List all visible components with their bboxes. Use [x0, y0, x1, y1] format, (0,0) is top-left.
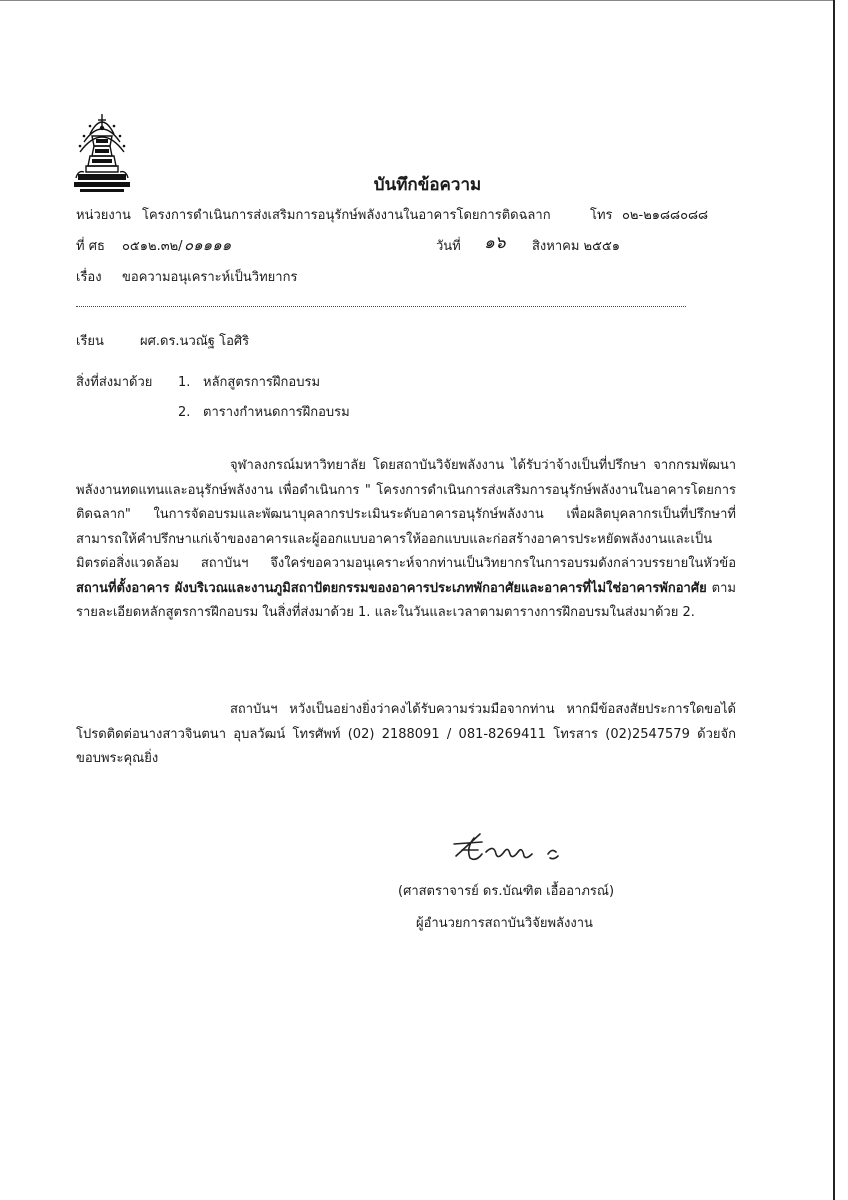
- date-rest: สิงหาคม ๒๕๕๑: [532, 239, 621, 254]
- body-para2: สถาบันฯ หวังเป็นอย่างยิ่งว่าคงได้รับความร่วมมือจากท่าน หากมีข้อสงสัยประการใดขอได้โปรดติดต่อนางสาวจินตนา อุบลวัฒน์ โทรศัพท์ (02) 2188091 / 081-8269411 โทรสาร (02)2547579 ด้วยจักขอบพระคุณยิ่ง: [76, 702, 736, 766]
- handwritten-signature: [452, 828, 572, 868]
- dept-label: หน่วยงาน: [76, 208, 131, 223]
- phone-label: โทร: [590, 208, 613, 223]
- body-para1-bold: สถานที่ตั้งอาคาร ผังบริเวณและงานภูมิสถาปัตยกรรมของอาคารประเภทพักอาศัยและอาคารที่ไม่ใช่อาคารพักอาศัย: [76, 580, 707, 596]
- enclosure-1-num: 1.: [178, 375, 191, 390]
- subject-label: เรื่อง: [76, 270, 102, 285]
- signatory-position: ผู้อำนวยการสถาบันวิจัยพลังงาน: [416, 916, 593, 931]
- body-paragraph-1: [76, 454, 736, 626]
- enclosure-2-num: 2.: [178, 405, 191, 420]
- salutation-name: ผศ.ดร.นวณัฐ โอศิริ: [140, 334, 250, 349]
- body-para1-b: ตามรายละเอียดหลักสูตรการฝึกอบรม ในสิ่งที่ส่งมาด้วย 1. และในวันและเวลาตามตารางการฝึกอบรมในส่งมาด้วย 2.: [76, 580, 736, 620]
- enclosures-label: สิ่งที่ส่งมาด้วย: [76, 375, 153, 390]
- enclosure-2-text: ตารางกำหนดการฝึกอบรม: [203, 405, 350, 420]
- date-day-handwritten: ๑๖: [484, 233, 506, 253]
- phone-value: ๐๒-๒๑๘๘๐๘๘: [622, 208, 709, 223]
- signatory-name: (ศาสตราจารย์ ดร.บัณฑิต เอื้ออาภรณ์): [398, 884, 615, 899]
- date-label: วันที่: [436, 239, 461, 254]
- salutation-label: เรียน: [76, 334, 104, 349]
- ref-handwritten: ๐๑๑๑๑: [184, 236, 232, 254]
- page-top-edge: [0, 0, 835, 1]
- memo-title: บันทึกข้อความ: [373, 175, 482, 195]
- ref-label: ที่ ศธ: [76, 239, 105, 254]
- body-para1-a: จุฬาลงกรณ์มหาวิทยาลัย โดยสถาบันวิจัยพลังงาน ได้รับว่าจ้างเป็นที่ปรึกษา จากกรมพัฒนาพลังงานทดแทนและอนุรักษ์พลังงาน เพื่อดำเนินการ " โครงการดำเนินการส่งเสริมการอนุรักษ์พลังงานในอาคารโดยการติดฉลาก" ในการจัดอบรมและพัฒนาบุคลากรประเมินระดับอาคารอนุรักษ์พลังงาน เพื่อผลิตบุคลากรเป็นที่ปรึกษาที่สามารถให้คำปรึกษาแก่เจ้าของอาคารและผู้ออกแบบอาคารให้ออกแบบและก่อสร้างอาคารประหยัดพลังงานและเป็นมิตรต่อสิ่งแวดล้อม สถาบันฯ จึงใคร่ขอความอนุเคราะห์จากท่านเป็นวิทยากรในการอบรมดังกล่าวบรรยายในหัวข้อ: [76, 458, 736, 571]
- dept-value: โครงการดำเนินการส่งเสริมการอนุรักษ์พลังงานในอาคารโดยการติดฉลาก: [142, 208, 551, 223]
- header-divider: [76, 306, 686, 307]
- body-paragraph-2: [76, 698, 736, 772]
- ref-value: ๐๕๑๒.๓๒/: [122, 239, 183, 254]
- enclosure-1-text: หลักสูตรการฝึกอบรม: [203, 375, 321, 390]
- subject-value: ขอความอนุเคราะห์เป็นวิทยากร: [122, 270, 298, 285]
